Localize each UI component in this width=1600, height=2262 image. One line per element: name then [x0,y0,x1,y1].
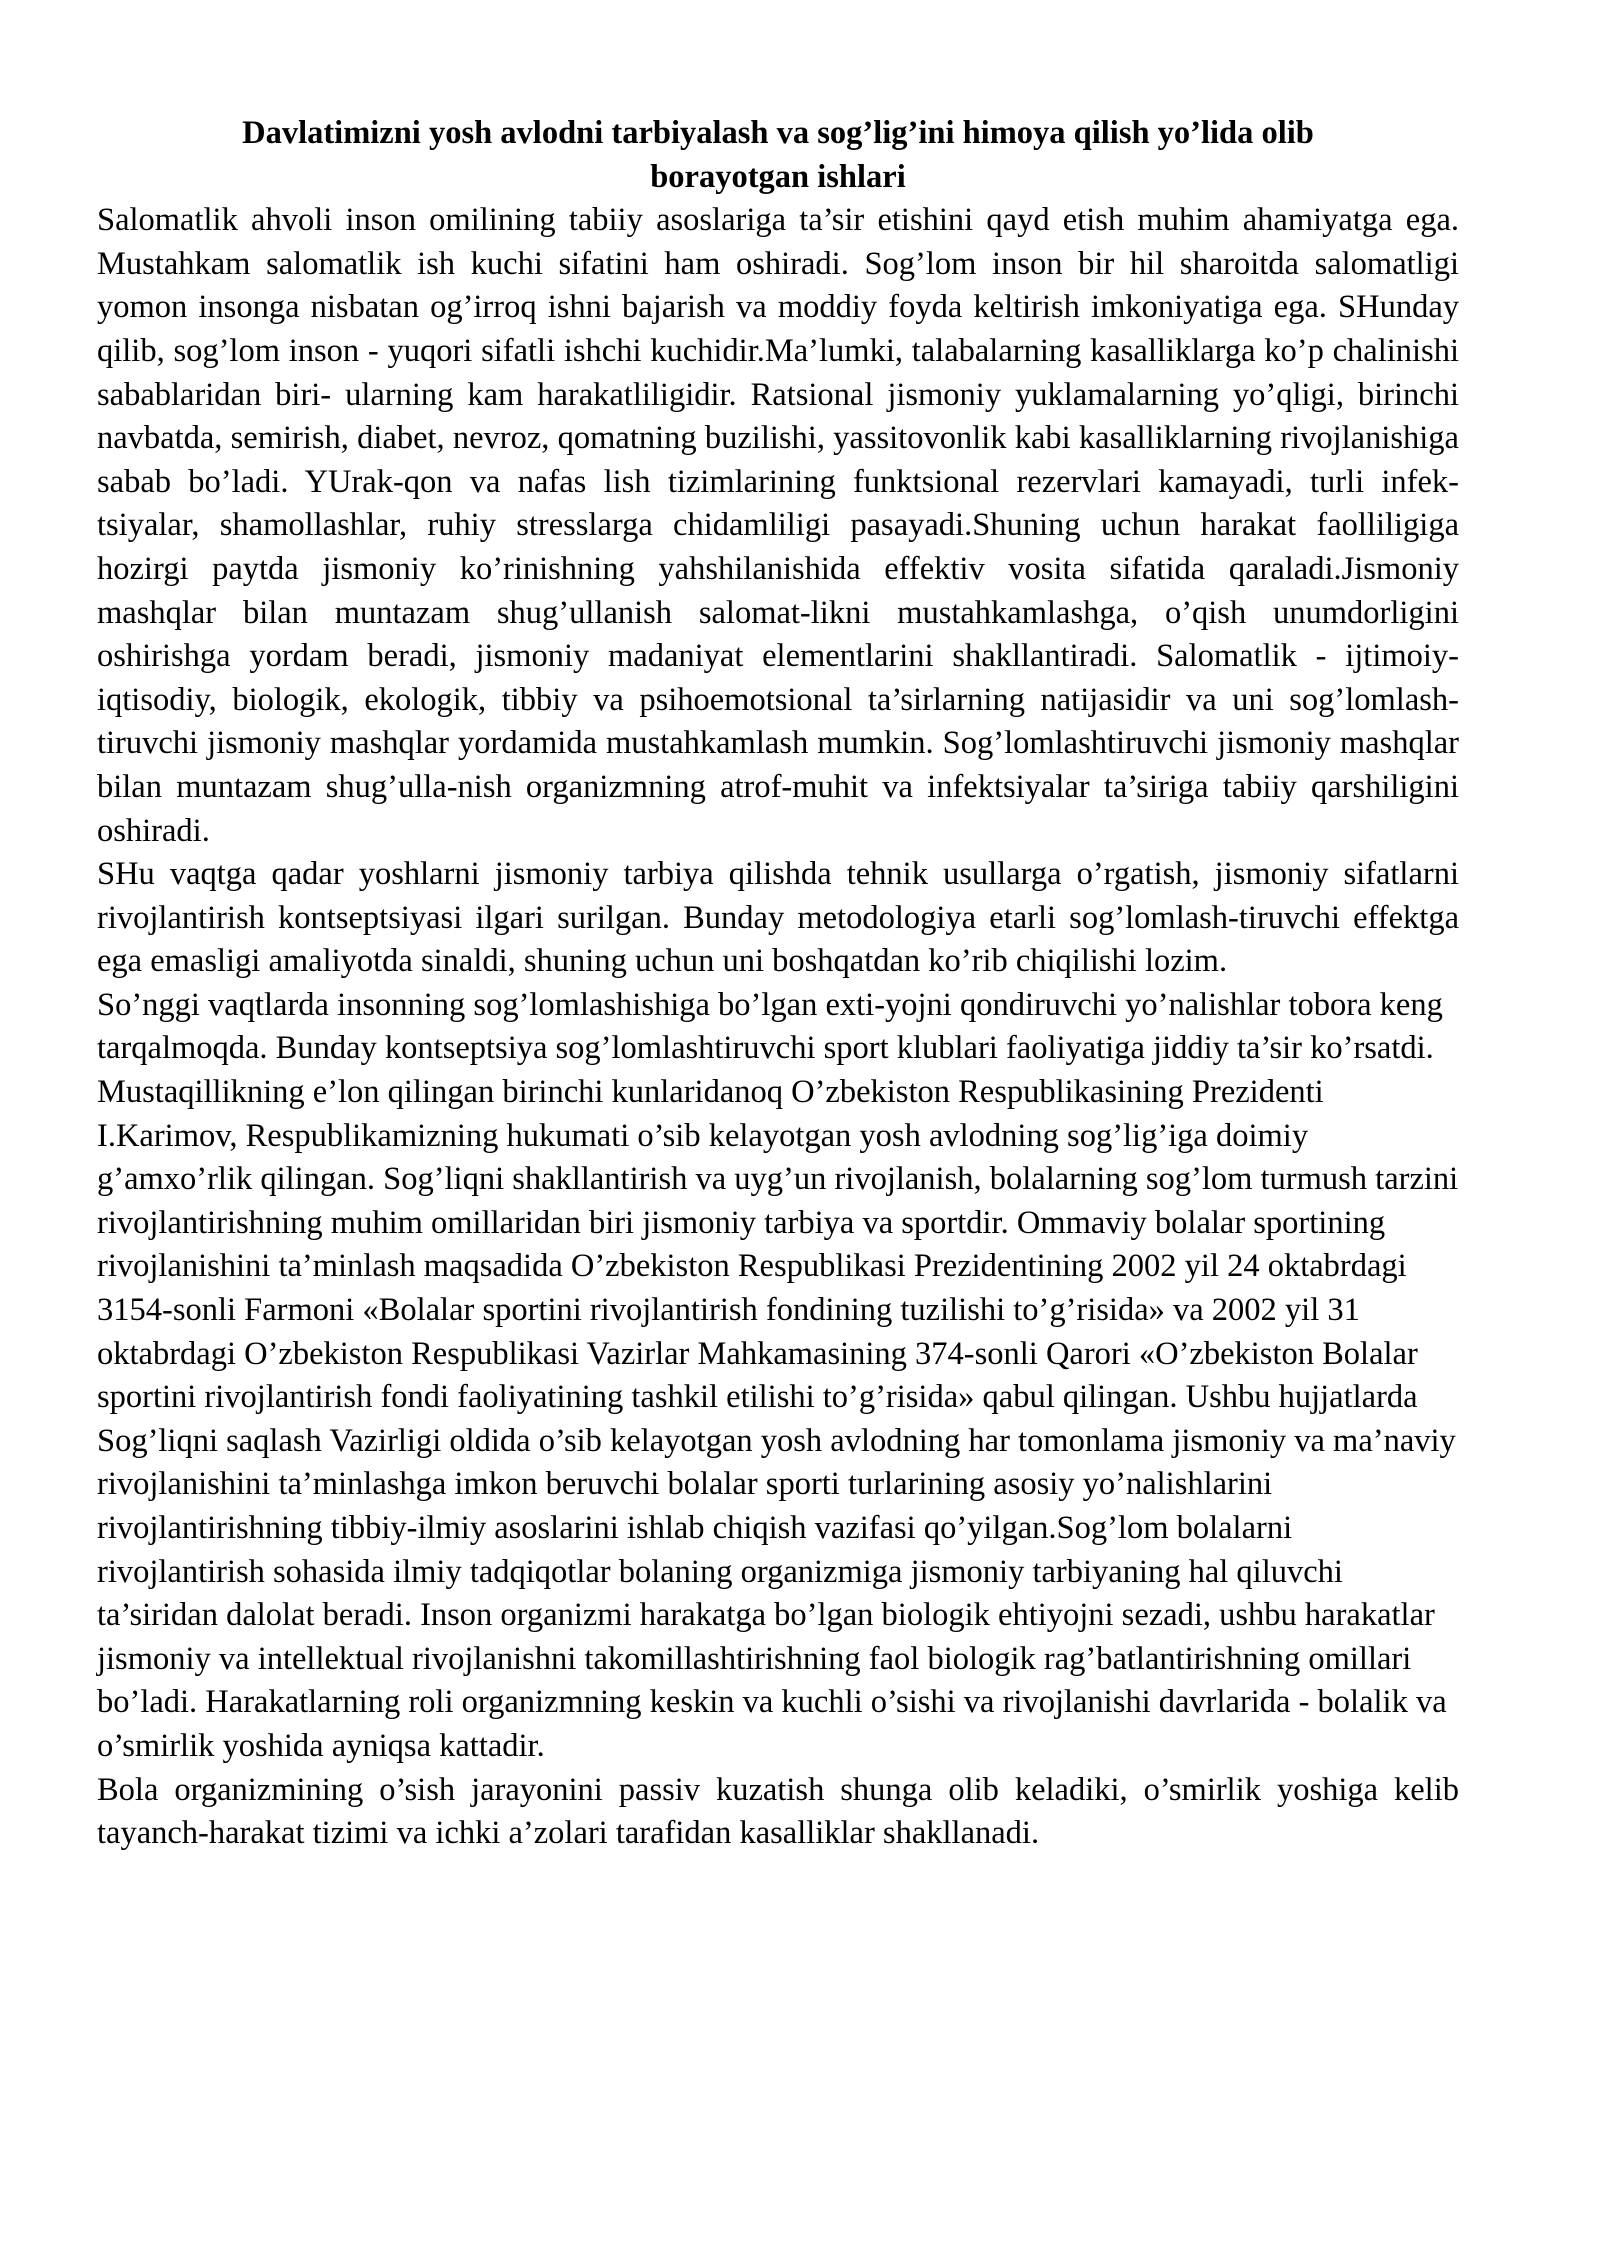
paragraph-state-policy: So’nggi vaqtlarda insonning sog’lomlashishiga bo’lgan exti-yojni qondiruvchi yo’nalishlar tobora keng tarqalmoqda. Bunday kontseptsiya sog’lomlashtiruvchi sport klublari faoliyatiga jiddiy ta’sir ko’rsatdi. Mustaqillikning e’lon qilingan birinchi kunlaridanoq O’zbekiston Respublikasining Prezidenti I.Karimov, Respublikamizning hukumati o’sib kelayotgan yosh avlodning sog’lig’iga doimiy g’amxo’rlik qilingan. Sog’liqni shakllantirish va uyg’un rivojlanish, bolalarning sog’lom turmush tarzini rivojlantirishning muhim omillaridan biri jismoniy tarbiya va sportdir. Ommaviy bolalar sportining rivojlanishini ta’minlash maqsadida O’zbekiston Respublikasi Prezidentining 2002 yil 24 oktabrdagi 3154-sonli Farmoni «Bolalar sportini rivojlantirish fondining tuzilishi to’g’risida» va 2002 yil 31 oktabrdagi O’zbekiston Respublikasi Vazirlar Mahkamasining 374-sonli Qarori «O’zbekiston Bolalar sportini rivojlantirish fondi faoliyatining tashkil etilishi to’g’risida» qabul qilingan. Ushbu hujjatlarda Sog’liqni saqlash Vazirligi oldida o’sib kelayotgan yosh avlodning har tomonlama jismoniy va ma’naviy rivojlanishini ta’minlashga imkon beruvchi bolalar sporti turlarining asosiy yo’nalishlarini rivojlantirishning tibbiy-ilmiy asoslarini ishlab chiqish vazifasi qo’yilgan.Sog’lom bolalarni rivojlantirish sohasida ilmiy tadqiqotlar bolaning organizmiga jismoniy tarbiyaning hal qiluvchi ta’siridan dalolat beradi. Inson organizmi harakatga bo’lgan biologik ehtiyojni sezadi, ushbu harakatlar jismoniy va intellektual rivojlanishni takomillashtirishning faol biologik rag’batlantirishning omillari bo’ladi. Harakatlarning roli organizmning keskin va kuchli o’sishi va rivojlanishi davrlarida - bolalik va o’smirlik yoshida ayniqsa kattadir. [97,986,1459,1764]
paragraph-child-development: Bola organizmining o’sish jarayonini passiv kuzatish shunga olib keladiki, o’smirlik yoshiga kelib tayanch-harakat tizimi va ichki a’zolari tarafidan kasalliklar shakllanadi. [97,1771,1459,1852]
document-page [97,112,1459,1856]
paragraph-methodology: SHu vaqtga qadar yoshlarni jismoniy tarbiya qilishda tehnik usullarga o’rgatish, jismoniy sifatlarni rivojlantirish kontseptsiyasi ilgari surilgan. Bunday metodologiya etarli sog’lomlash-tiruvchi effektga ega emasligi amaliyotda sinaldi, shuning uchun uni boshqatdan ko’rib chiqilishi lozim. [97,856,1459,980]
document-title: Davlatimizni yosh avlodni tarbiyalash va sog’lig’ini himoya qilish yo’lida olib borayotgan ishlari [242,115,1314,195]
paragraph-health-factors: Salomatlik ahvoli inson omilining tabiiy asoslariga ta’sir etishini qayd etish muhim ahamiyatga ega. Mustahkam salomatlik ish kuchi sifatini ham oshiradi. Sog’lom inson bir hil sharoitda salomatligi yomon insonga nisbatan og’irroq ishni bajarish va moddiy foyda keltirish imkoniyatiga ega. SHunday qilib, sog’lom inson - yuqori sifatli ishchi kuchidir.Ma’lumki, talabalarning kasalliklarga ko’p chalinishi sabablaridan biri- ularning kam harakatliligidir. Ratsional jismoniy yuklamalarning yo’qligi, birinchi navbatda, semirish, diabet, nevroz, qomatning buzilishi, yassitovonlik kabi kasalliklarning rivojlanishiga sabab bo’ladi. YUrak-qon va nafas lish tizimlarining funktsional rezervlari kamayadi, turli infek-tsiyalar, shamollashlar, ruhiy stresslarga chidamliligi pasayadi.Shuning uchun harakat faolliligiga hozirgi paytda jismoniy ko’rinishning yahshilanishida effektiv vosita sifatida qaraladi.Jismoniy mashqlar bilan muntazam shug’ullanish salomat-likni mustahkamlashga, o’qish unumdorligini oshirishga yordam beradi, jismoniy madaniyat elementlarini shakllantiradi. Salomatlik - ijtimoiy-iqtisodiy, biologik, ekologik, tibbiy va psihoemotsional ta’sirlarning natijasidir va uni sog’lomlash-tiruvchi jismoniy mashqlar yordamida mustahkamlash mumkin. Sog’lomlashtiruvchi jismoniy mashqlar bilan muntazam shug’ulla-nish organizmning atrof-muhit va infektsiyalar ta’siriga tabiiy qarshiligini oshiradi. [97,202,1459,849]
